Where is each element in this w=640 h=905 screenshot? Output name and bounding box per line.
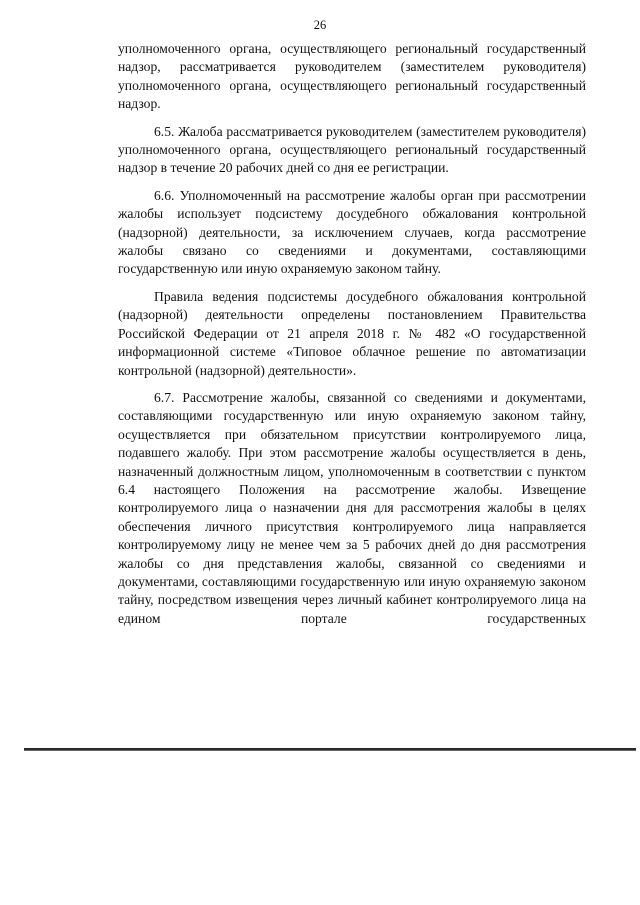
paragraph-rules: Правила ведения подсистемы досудебного обжалования контрольной (надзорной) деятельности определены постановлением Правительства Российской Федерации от 21 апреля 2018 г. № 482 «О государственной информационной системе «Типовое облачное решение по автоматизации контрольной (надзорной) деятельности». — [118, 288, 586, 378]
paragraph-6-5: 6.5. Жалоба рассматривается руководителем (заместителем руководителя) уполномоченного органа, осуществляющего региональный государственный надзор в течение 20 рабочих дней со дня ее регистрации. — [118, 123, 586, 176]
paragraph-6-6: 6.6. Уполномоченный на рассмотрение жалобы орган при рассмотрении жалобы использует подсистему досудебного обжалования контрольной (надзорной) деятельности, за исключением случаев, когда рассмотрение жалобы связано со сведениями и документами, составляющими государственную или иную охраняемую законом тайну. — [118, 187, 586, 277]
paragraph-6-7: 6.7. Рассмотрение жалобы, связанной со сведениями и документами, составляющими государственную или иную охраняемую законом тайну, осуществляется при обязательном присутствии контролируемого лица, подавшего жалобу. При этом рассмотрение жалобы осуществляется в день, назначенный должностным лицом, уполномоченным в соответствии с пунктом 6.4 настоящего Положения на рассмотрение жалобы. Извещение контролируемого лица о назначении дня для рассмотрения жалобы в целях обеспечения личного присутствия контролируемого лица направляется контролируемому лицу не менее чем за 5 рабочих дней до дня рассмотрения жалобы со дня представления жалобы, связанной со сведениями и документами, составляющими государственную или иную охраняемую законом тайну, посредством извещения через личный кабинет контролируемого лица на едином портале государственных — [118, 389, 586, 626]
document-body — [118, 40, 586, 637]
page-number: 26 — [313, 18, 327, 32]
paragraph-continuation: уполномоченного органа, осуществляющего региональный государственный надзор, рассматривается руководителем (заместителем руководителя) уполномоченного органа, осуществляющего региональный государственный надзор. — [118, 41, 586, 112]
scan-edge-divider — [24, 748, 636, 750]
